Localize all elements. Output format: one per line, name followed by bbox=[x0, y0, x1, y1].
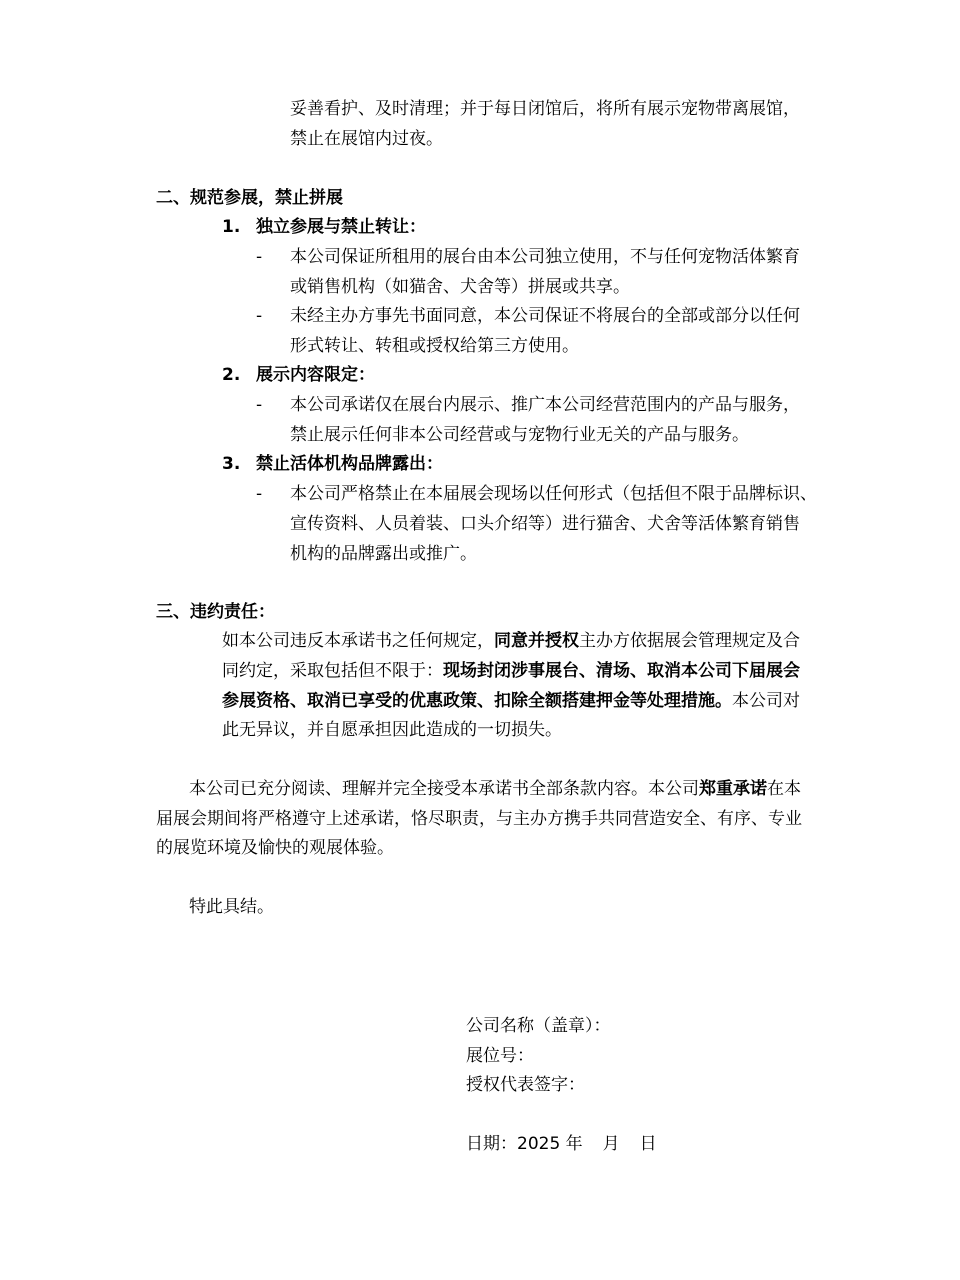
item-3-bullet-1-line-2: 宣传资料、人员着装、口头介绍等）进行猫舍、犬舍等活体繁育销售 bbox=[290, 514, 800, 534]
item-3-bullet-1-line-3: 机构的品牌露出或推广。 bbox=[290, 544, 477, 564]
closing-line-3: 的展览环境及愉快的观展体验。 bbox=[156, 838, 394, 858]
closing-line-1 bbox=[189, 774, 801, 804]
closing-line-1-bold: 郑重承诺 bbox=[699, 779, 767, 799]
item-1-bullet-2-line-2: 形式转让、转租或授权给第三方使用。 bbox=[290, 336, 579, 356]
closing-line-1-a: 本公司已充分阅读、理解并完全接受本承诺书全部条款内容。本公司 bbox=[189, 779, 699, 799]
item-2-bullet-1-dash: - bbox=[256, 395, 263, 415]
item-1-bullet-2-dash: - bbox=[256, 306, 263, 326]
closing-line-2: 届展会期间将严格遵守上述承诺，恪尽职责，与主办方携手共同营造安全、有序、专业 bbox=[156, 809, 802, 829]
closing-regards: 特此具结。 bbox=[189, 897, 274, 917]
item-3-bullet-1-dash: - bbox=[256, 484, 263, 504]
item-3-title: 禁止活体机构品牌露出： bbox=[256, 454, 443, 474]
item-3-number: 3. bbox=[222, 454, 241, 474]
section-3-line-1-c: 主办方依据展会管理规定及合 bbox=[579, 631, 800, 651]
section-3-line-3-bold: 参展资格、取消已享受的优惠政策、扣除全额搭建押金等处理措施。 bbox=[222, 691, 732, 711]
item-3-bullet-1-line-1: 本公司严格禁止在本届展会现场以任何形式（包括但不限于品牌标识、 bbox=[290, 484, 817, 504]
item-2-title: 展示内容限定： bbox=[256, 365, 375, 385]
signature-date-year: 2025 年 bbox=[517, 1134, 583, 1154]
section-3-line-3 bbox=[222, 686, 800, 716]
signature-date-label: 日期： bbox=[466, 1134, 517, 1154]
item-1-bullet-1-line-2: 或销售机构（如猫舍、犬舍等）拼展或共享。 bbox=[290, 277, 630, 297]
section-3-line-1 bbox=[222, 626, 800, 656]
section-3-line-2 bbox=[222, 656, 800, 686]
item-1-title: 独立参展与禁止转让： bbox=[256, 217, 426, 237]
section-3-line-2-a: 同约定，采取包括但不限于： bbox=[222, 661, 443, 681]
signature-representative: 授权代表签字： bbox=[466, 1075, 585, 1095]
intro-line-1: 妥善看护、及时清理；并于每日闭馆后，将所有展示宠物带离展馆， bbox=[290, 99, 800, 119]
item-1-bullet-1-dash: - bbox=[256, 247, 263, 267]
item-2-bullet-1-line-2: 禁止展示任何非本公司经营或与宠物行业无关的产品与服务。 bbox=[290, 425, 749, 445]
section-3-line-1-bold: 同意并授权 bbox=[494, 631, 579, 651]
item-2-bullet-1-line-1: 本公司承诺仅在展台内展示、推广本公司经营范围内的产品与服务， bbox=[290, 395, 800, 415]
signature-date-month: 月 bbox=[602, 1134, 620, 1154]
signature-booth: 展位号： bbox=[466, 1046, 534, 1066]
signature-company: 公司名称（盖章）： bbox=[466, 1016, 611, 1036]
signature-date-day: 日 bbox=[639, 1134, 657, 1154]
item-1-bullet-1-line-1: 本公司保证所租用的展台由本公司独立使用，不与任何宠物活体繁育 bbox=[290, 247, 800, 267]
section-2-heading: 二、规范参展，禁止拼展 bbox=[156, 188, 343, 208]
item-2-number: 2. bbox=[222, 365, 241, 385]
section-3-line-3-b: 本公司对 bbox=[732, 691, 800, 711]
item-1-bullet-2-line-1: 未经主办方事先书面同意，本公司保证不将展台的全部或部分以任何 bbox=[290, 306, 800, 326]
signature-date bbox=[466, 1129, 657, 1159]
section-3-line-2-bold: 现场封闭涉事展台、清场、取消本公司下届展会 bbox=[443, 661, 800, 681]
closing-line-1-c: 在本 bbox=[767, 779, 801, 799]
intro-line-2: 禁止在展馆内过夜。 bbox=[290, 129, 443, 149]
section-3-line-4: 此无异议，并自愿承担因此造成的一切损失。 bbox=[222, 720, 562, 740]
section-3-line-1-a: 如本公司违反本承诺书之任何规定， bbox=[222, 631, 494, 651]
item-1-number: 1. bbox=[222, 217, 241, 237]
section-3-heading: 三、违约责任： bbox=[156, 602, 275, 622]
